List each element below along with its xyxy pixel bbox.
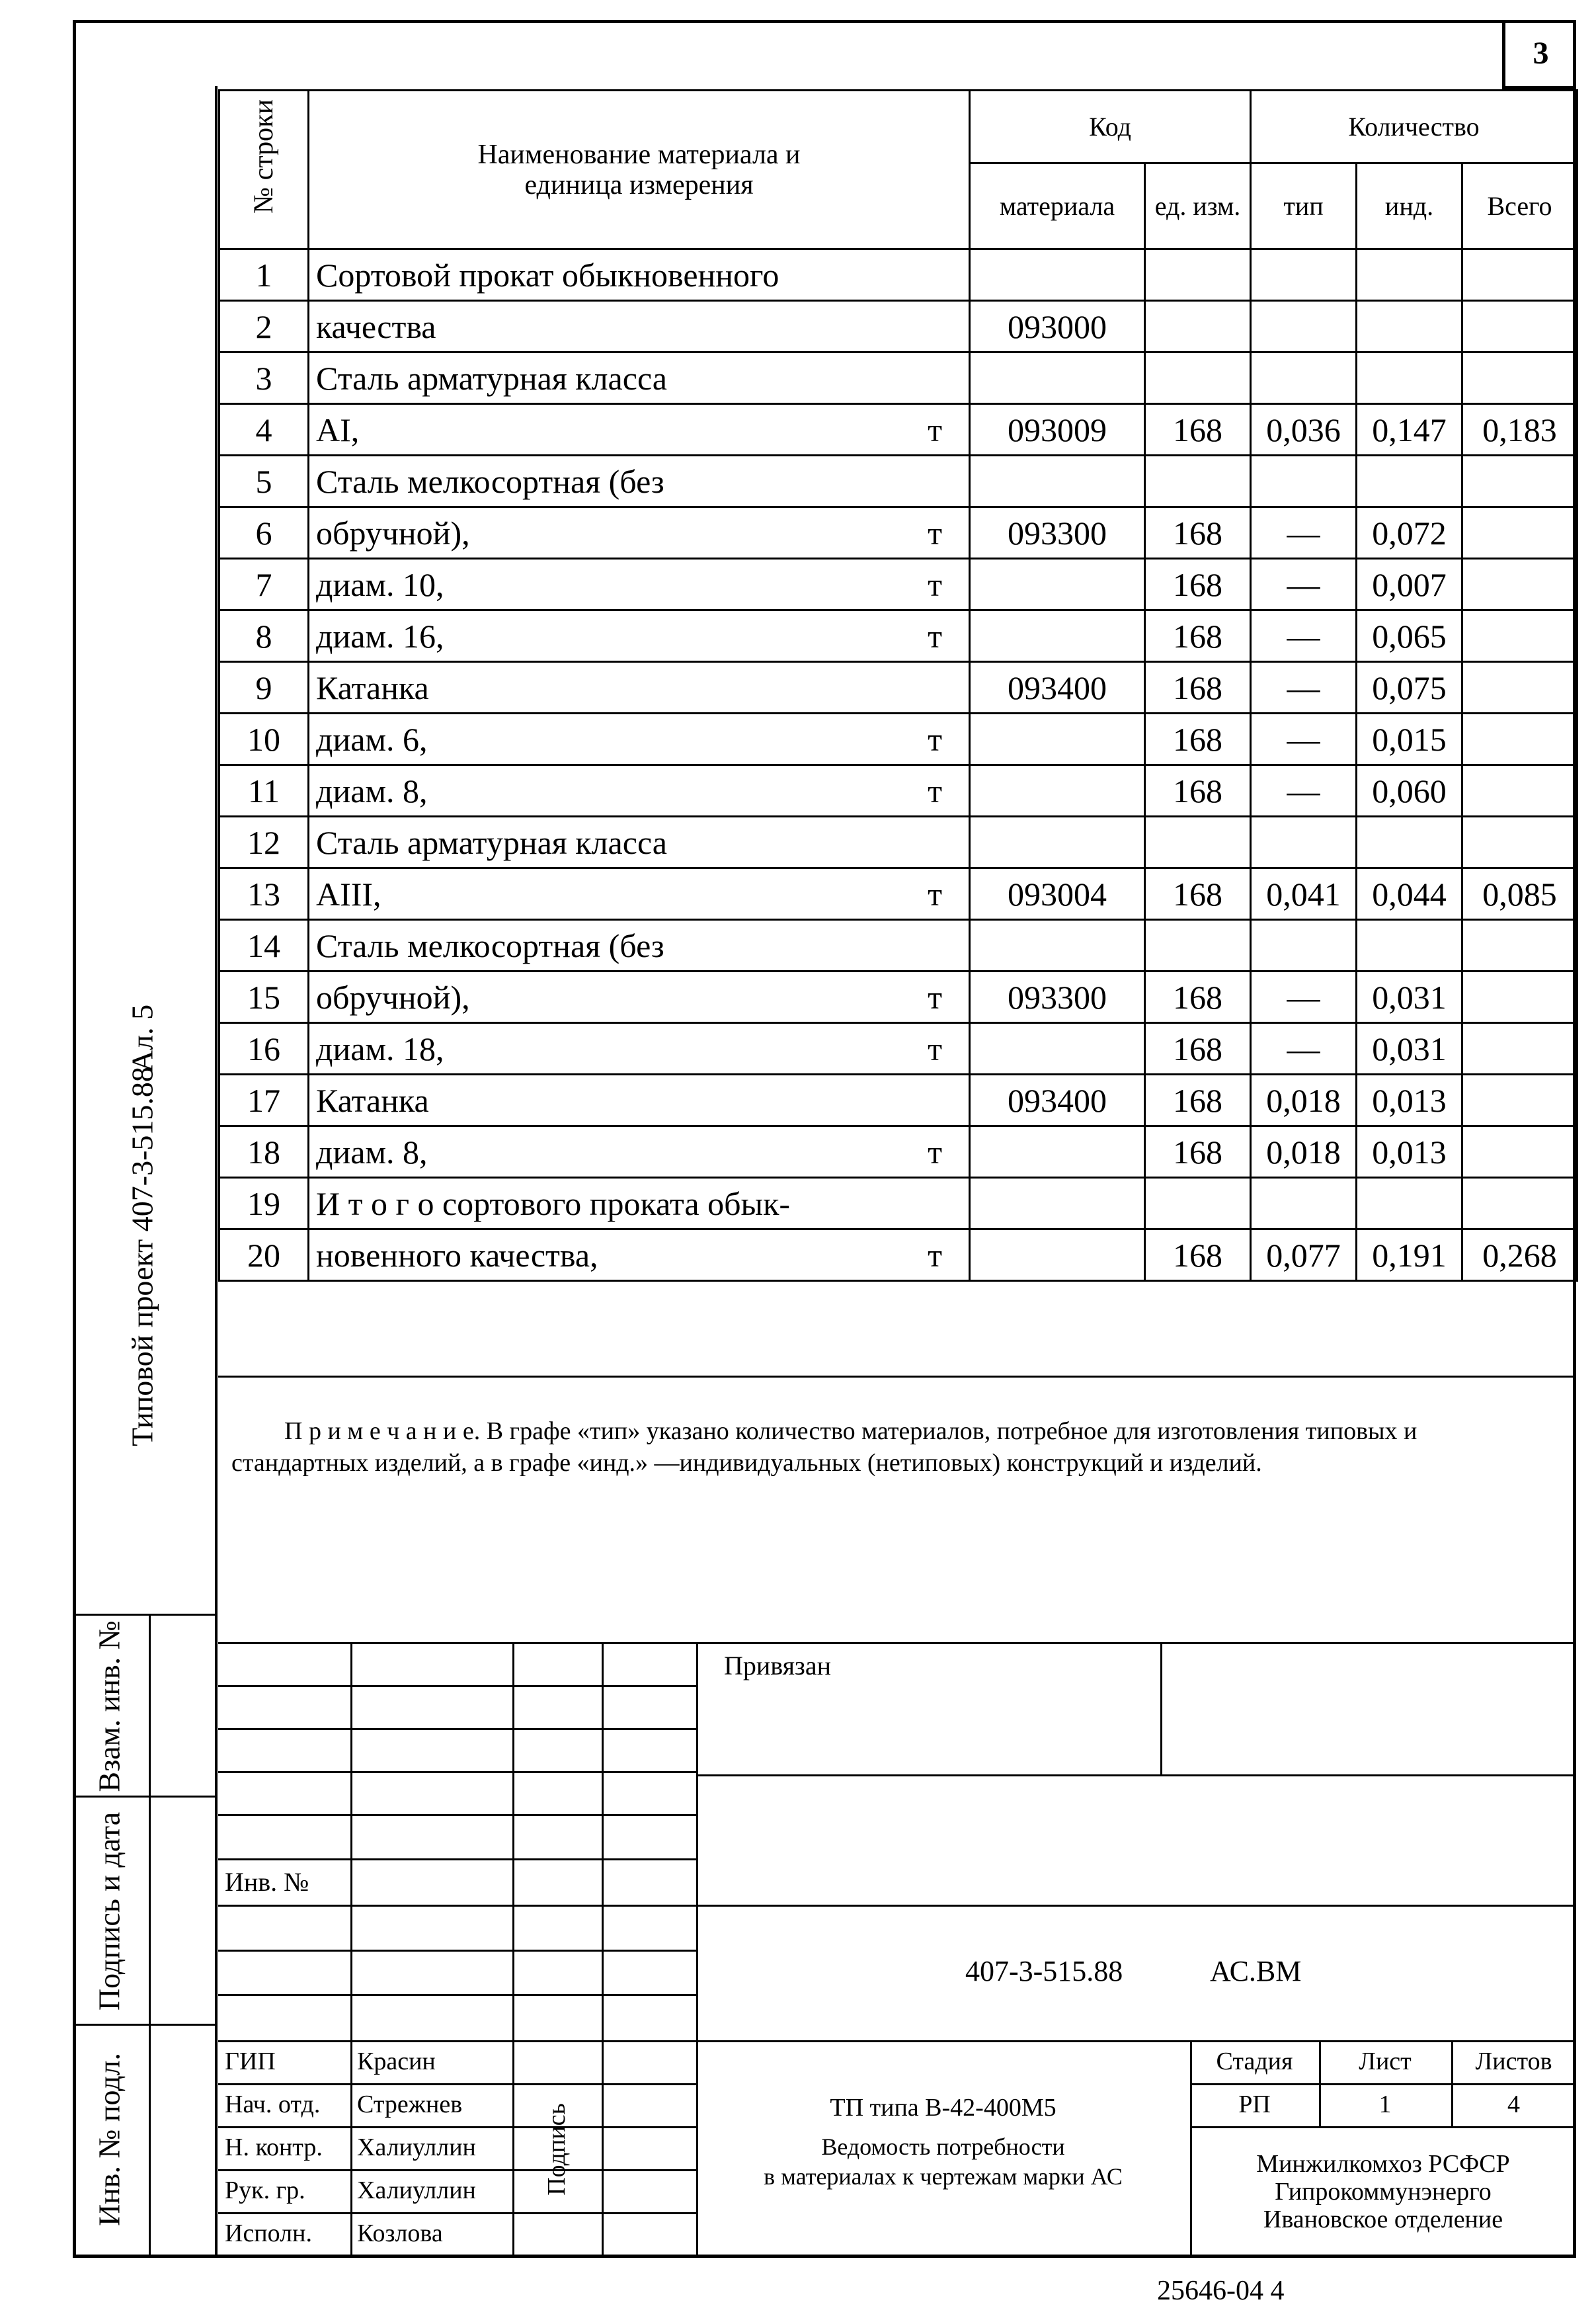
material-name: Сортовой прокат обыкновенного bbox=[309, 249, 970, 301]
table-row bbox=[219, 1178, 1577, 1229]
qty-typ: — bbox=[1251, 610, 1357, 662]
unit-code bbox=[1145, 817, 1251, 868]
bottom-number: 25646-04 4 bbox=[1157, 2276, 1285, 2306]
row-number: 11 bbox=[219, 765, 309, 817]
sidebar-divider bbox=[215, 86, 218, 2258]
unit-code bbox=[1145, 352, 1251, 404]
tb-row-line bbox=[218, 1905, 1576, 1907]
unit-label: т bbox=[928, 514, 942, 552]
unit-code bbox=[1145, 1178, 1251, 1229]
qty-typ: — bbox=[1251, 507, 1357, 559]
table-row bbox=[219, 249, 1577, 301]
row-number: 12 bbox=[219, 817, 309, 868]
material-name: АI, т bbox=[309, 404, 970, 456]
unit-code: 168 bbox=[1145, 1229, 1251, 1281]
table-row bbox=[219, 352, 1577, 404]
row-number: 18 bbox=[219, 1126, 309, 1178]
qty-total bbox=[1462, 714, 1577, 765]
material-name: диам. 16, т bbox=[309, 610, 970, 662]
qty-total bbox=[1462, 352, 1577, 404]
org-line-2: Гипрокоммунэнерго bbox=[1275, 2178, 1492, 2206]
tb-stadia-row bbox=[1190, 2083, 1576, 2085]
listov-label: Листов bbox=[1475, 2048, 1552, 2075]
table-bottom-line bbox=[218, 1376, 1576, 1378]
material-code bbox=[970, 249, 1145, 301]
material-code bbox=[970, 1229, 1145, 1281]
qty-typ: — bbox=[1251, 972, 1357, 1023]
sidebar-vzam: Взам. инв. № bbox=[92, 1620, 126, 1792]
qty-typ: — bbox=[1251, 559, 1357, 610]
unit-label: т bbox=[928, 565, 942, 603]
sidebar-stamp-line bbox=[73, 1614, 217, 1616]
row-number: 15 bbox=[219, 972, 309, 1023]
material-name: диам. 6, т bbox=[309, 714, 970, 765]
qty-typ: 0,036 bbox=[1251, 404, 1357, 456]
row-number: 1 bbox=[219, 249, 309, 301]
row-number: 2 bbox=[219, 301, 309, 352]
unit-code: 168 bbox=[1145, 972, 1251, 1023]
signature-name: Красин bbox=[357, 2048, 436, 2075]
material-name: качества bbox=[309, 301, 970, 352]
material-name: Сталь мелкосортная (без bbox=[309, 456, 970, 507]
material-name: обручной), т bbox=[309, 972, 970, 1023]
qty-typ bbox=[1251, 352, 1357, 404]
material-name: АIII, т bbox=[309, 868, 970, 920]
unit-code: 168 bbox=[1145, 714, 1251, 765]
unit-label: т bbox=[928, 617, 942, 655]
row-number: 10 bbox=[219, 714, 309, 765]
qty-ind bbox=[1357, 456, 1462, 507]
material-code: 093400 bbox=[970, 1075, 1145, 1126]
title-line-3: в материалах к чертежам марки АС bbox=[764, 2163, 1123, 2190]
material-code bbox=[970, 1178, 1145, 1229]
qty-typ: — bbox=[1251, 714, 1357, 765]
material-code bbox=[970, 1126, 1145, 1178]
title-block-top bbox=[218, 1642, 1576, 1644]
table-row bbox=[219, 1023, 1577, 1075]
header-row-no: № строки bbox=[219, 91, 309, 249]
qty-ind bbox=[1357, 817, 1462, 868]
material-code: 093300 bbox=[970, 507, 1145, 559]
row-number: 4 bbox=[219, 404, 309, 456]
qty-ind: 0,015 bbox=[1357, 714, 1462, 765]
tb-row-line bbox=[218, 1814, 696, 1816]
qty-total bbox=[1462, 920, 1577, 972]
material-name: диам. 10, т bbox=[309, 559, 970, 610]
sidebar-stamp-line bbox=[73, 2024, 217, 2026]
material-name: Сталь мелкосортная (без bbox=[309, 920, 970, 972]
material-code bbox=[970, 1023, 1145, 1075]
table-row bbox=[219, 920, 1577, 972]
qty-total bbox=[1462, 1126, 1577, 1178]
header-code: Код bbox=[970, 91, 1251, 163]
qty-ind: 0,060 bbox=[1357, 765, 1462, 817]
list-label: Лист bbox=[1359, 2048, 1412, 2075]
qty-ind: 0,044 bbox=[1357, 868, 1462, 920]
table-row bbox=[219, 972, 1577, 1023]
material-code: 093004 bbox=[970, 868, 1145, 920]
material-code bbox=[970, 714, 1145, 765]
qty-total bbox=[1462, 972, 1577, 1023]
unit-label: т bbox=[928, 772, 942, 809]
table-row bbox=[219, 610, 1577, 662]
table-row bbox=[219, 868, 1577, 920]
sidebar-project: Типовой проект 407-3-515.88 bbox=[125, 1067, 159, 1446]
material-code: 093009 bbox=[970, 404, 1145, 456]
signature-role: ГИП bbox=[225, 2048, 276, 2075]
sidebar-stamp-divider bbox=[149, 1614, 151, 2258]
tb-row-line bbox=[218, 2212, 696, 2214]
qty-total: 0,268 bbox=[1462, 1229, 1577, 1281]
unit-code: 168 bbox=[1145, 559, 1251, 610]
tb-privyazan-line bbox=[1160, 1642, 1162, 1774]
qty-ind: 0,013 bbox=[1357, 1075, 1462, 1126]
qty-typ bbox=[1251, 301, 1357, 352]
table-row bbox=[219, 1229, 1577, 1281]
unit-code: 168 bbox=[1145, 868, 1251, 920]
row-number: 20 bbox=[219, 1229, 309, 1281]
materials-table bbox=[218, 89, 1578, 1282]
table-row bbox=[219, 559, 1577, 610]
qty-total bbox=[1462, 765, 1577, 817]
material-name: Катанка bbox=[309, 662, 970, 714]
qty-typ: — bbox=[1251, 765, 1357, 817]
material-code bbox=[970, 456, 1145, 507]
row-number: 3 bbox=[219, 352, 309, 404]
qty-ind bbox=[1357, 249, 1462, 301]
qty-typ: — bbox=[1251, 1023, 1357, 1075]
tb-row-line bbox=[218, 2126, 696, 2128]
signature-name: Халиуллин bbox=[357, 2134, 476, 2161]
qty-total: 0,085 bbox=[1462, 868, 1577, 920]
sidebar-inv-podl: Инв. № подл. bbox=[92, 2052, 126, 2227]
qty-ind: 0,065 bbox=[1357, 610, 1462, 662]
qty-total bbox=[1462, 507, 1577, 559]
doc-code: 407-3-515.88 bbox=[965, 1955, 1123, 1987]
signature-name: Стрежнев bbox=[357, 2091, 463, 2118]
signature-name: Халиуллин bbox=[357, 2176, 476, 2204]
material-name: новенного качества, т bbox=[309, 1229, 970, 1281]
table-row bbox=[219, 662, 1577, 714]
table-row bbox=[219, 507, 1577, 559]
table-row bbox=[219, 817, 1577, 868]
qty-ind: 0,072 bbox=[1357, 507, 1462, 559]
unit-code: 168 bbox=[1145, 507, 1251, 559]
inv-no-label: Инв. № bbox=[225, 1867, 309, 1897]
row-number: 9 bbox=[219, 662, 309, 714]
sidebar-album: Ал. 5 bbox=[125, 1004, 159, 1073]
unit-label: т bbox=[928, 1133, 942, 1171]
qty-ind bbox=[1357, 301, 1462, 352]
qty-ind bbox=[1357, 352, 1462, 404]
unit-label: т bbox=[928, 1030, 942, 1067]
unit-label: т bbox=[928, 978, 942, 1016]
org-line-1: Минжилкомхоз РСФСР bbox=[1256, 2150, 1510, 2178]
signature-role: Рук. гр. bbox=[225, 2176, 305, 2204]
row-number: 14 bbox=[219, 920, 309, 972]
material-code bbox=[970, 610, 1145, 662]
material-name: диам. 8, т bbox=[309, 1126, 970, 1178]
header-qty-ind: инд. bbox=[1357, 163, 1462, 249]
qty-ind: 0,007 bbox=[1357, 559, 1462, 610]
tb-row-line bbox=[218, 2040, 1576, 2042]
qty-typ: 0,018 bbox=[1251, 1075, 1357, 1126]
sidebar-stamp-line bbox=[73, 1796, 217, 1798]
qty-total bbox=[1462, 301, 1577, 352]
tb-row-line bbox=[218, 1728, 696, 1730]
material-code bbox=[970, 765, 1145, 817]
material-code bbox=[970, 920, 1145, 972]
qty-ind: 0,013 bbox=[1357, 1126, 1462, 1178]
signature-role: Нач. отд. bbox=[225, 2091, 321, 2118]
unit-label: т bbox=[928, 720, 942, 758]
unit-code bbox=[1145, 456, 1251, 507]
listov-value: 4 bbox=[1507, 2091, 1520, 2118]
row-number: 6 bbox=[219, 507, 309, 559]
qty-total bbox=[1462, 559, 1577, 610]
header-qty: Количество bbox=[1251, 91, 1577, 163]
note: П р и м е ч а н и е. В графе «тип» указано количество материалов, потребное для изготовления типовых и стандартных изделий, а в графе «инд.» —индивидуальных (нетиповых) конструкций и изделий. bbox=[231, 1417, 1417, 1477]
row-number: 16 bbox=[219, 1023, 309, 1075]
unit-label: т bbox=[928, 1236, 942, 1274]
material-name: Сталь арматурная класса bbox=[309, 352, 970, 404]
qty-typ bbox=[1251, 817, 1357, 868]
qty-ind: 0,031 bbox=[1357, 972, 1462, 1023]
qty-typ bbox=[1251, 1178, 1357, 1229]
unit-code: 168 bbox=[1145, 1126, 1251, 1178]
tb-stadia-row bbox=[1190, 2126, 1576, 2128]
material-code bbox=[970, 559, 1145, 610]
tb-privyazan-bottom bbox=[696, 1774, 1576, 1776]
row-number: 7 bbox=[219, 559, 309, 610]
table-row bbox=[219, 404, 1577, 456]
unit-code: 168 bbox=[1145, 610, 1251, 662]
qty-ind: 0,031 bbox=[1357, 1023, 1462, 1075]
table-row bbox=[219, 301, 1577, 352]
list-value: 1 bbox=[1378, 2091, 1392, 2118]
qty-ind: 0,075 bbox=[1357, 662, 1462, 714]
header-qty-typ: тип bbox=[1251, 163, 1357, 249]
stadiya-value: РП bbox=[1238, 2091, 1271, 2118]
qty-typ: 0,041 bbox=[1251, 868, 1357, 920]
title-line-1: ТП типа В-42-400М5 bbox=[830, 2094, 1057, 2122]
qty-ind bbox=[1357, 920, 1462, 972]
qty-typ bbox=[1251, 920, 1357, 972]
qty-typ: — bbox=[1251, 662, 1357, 714]
unit-code: 168 bbox=[1145, 1075, 1251, 1126]
qty-total bbox=[1462, 1075, 1577, 1126]
signature-role: Н. контр. bbox=[225, 2134, 323, 2161]
qty-total bbox=[1462, 456, 1577, 507]
table-row bbox=[219, 456, 1577, 507]
row-number: 5 bbox=[219, 456, 309, 507]
tb-row-line bbox=[218, 2083, 696, 2085]
unit-code: 168 bbox=[1145, 662, 1251, 714]
qty-ind: 0,191 bbox=[1357, 1229, 1462, 1281]
qty-total bbox=[1462, 1023, 1577, 1075]
tb-row-line bbox=[218, 2169, 696, 2171]
material-name: Катанка bbox=[309, 1075, 970, 1126]
qty-typ: 0,018 bbox=[1251, 1126, 1357, 1178]
org-line-3: Ивановское отделение bbox=[1263, 2206, 1503, 2233]
material-name: диам. 8, т bbox=[309, 765, 970, 817]
qty-total bbox=[1462, 662, 1577, 714]
unit-code: 168 bbox=[1145, 1023, 1251, 1075]
sidebar-podpis-data: Подпись и дата bbox=[92, 1811, 126, 2011]
doc-mark: АС.ВМ bbox=[1210, 1955, 1302, 1987]
privyazan-label: Привязан bbox=[724, 1651, 832, 1680]
material-code bbox=[970, 352, 1145, 404]
material-code: 093300 bbox=[970, 972, 1145, 1023]
unit-code bbox=[1145, 920, 1251, 972]
header-code-unit: ед. изм. bbox=[1145, 163, 1251, 249]
unit-label: т bbox=[928, 411, 942, 448]
tb-row-line bbox=[218, 1858, 696, 1860]
table-row bbox=[219, 1126, 1577, 1178]
podpis-label: Подпись bbox=[543, 2103, 571, 2196]
material-code: 093400 bbox=[970, 662, 1145, 714]
tb-row-line bbox=[218, 1685, 696, 1687]
tb-row-line bbox=[218, 1771, 696, 1773]
header-code-material: материала bbox=[970, 163, 1145, 249]
unit-code bbox=[1145, 249, 1251, 301]
row-number: 13 bbox=[219, 868, 309, 920]
signature-name: Козлова bbox=[357, 2219, 443, 2247]
material-name: И т о г о сортового проката обык- bbox=[309, 1178, 970, 1229]
qty-typ: 0,077 bbox=[1251, 1229, 1357, 1281]
row-number: 17 bbox=[219, 1075, 309, 1126]
unit-code bbox=[1145, 301, 1251, 352]
unit-code: 168 bbox=[1145, 765, 1251, 817]
material-code bbox=[970, 817, 1145, 868]
row-number: 8 bbox=[219, 610, 309, 662]
table-row bbox=[219, 765, 1577, 817]
signature-role: Исполн. bbox=[225, 2219, 312, 2247]
qty-typ bbox=[1251, 249, 1357, 301]
header-qty-total: Всего bbox=[1462, 163, 1577, 249]
qty-ind: 0,147 bbox=[1357, 404, 1462, 456]
qty-typ bbox=[1251, 456, 1357, 507]
qty-total: 0,183 bbox=[1462, 404, 1577, 456]
tb-row-line bbox=[218, 1950, 696, 1952]
header-name: Наименование материала и единица измерения bbox=[309, 91, 970, 249]
qty-total bbox=[1462, 249, 1577, 301]
title-line-2: Ведомость потребности bbox=[821, 2134, 1065, 2160]
qty-total bbox=[1462, 1178, 1577, 1229]
material-name: Сталь арматурная класса bbox=[309, 817, 970, 868]
qty-ind bbox=[1357, 1178, 1462, 1229]
table-row bbox=[219, 714, 1577, 765]
table-row bbox=[219, 1075, 1577, 1126]
material-name: диам. 18, т bbox=[309, 1023, 970, 1075]
qty-total bbox=[1462, 610, 1577, 662]
unit-code: 168 bbox=[1145, 404, 1251, 456]
material-code: 093000 bbox=[970, 301, 1145, 352]
row-number: 19 bbox=[219, 1178, 309, 1229]
tb-row-line bbox=[218, 1994, 696, 1996]
stadiya-label: Стадия bbox=[1216, 2048, 1293, 2075]
material-name: обручной), т bbox=[309, 507, 970, 559]
sheet-number: 3 bbox=[1502, 20, 1576, 89]
unit-label: т bbox=[928, 875, 942, 913]
qty-total bbox=[1462, 817, 1577, 868]
